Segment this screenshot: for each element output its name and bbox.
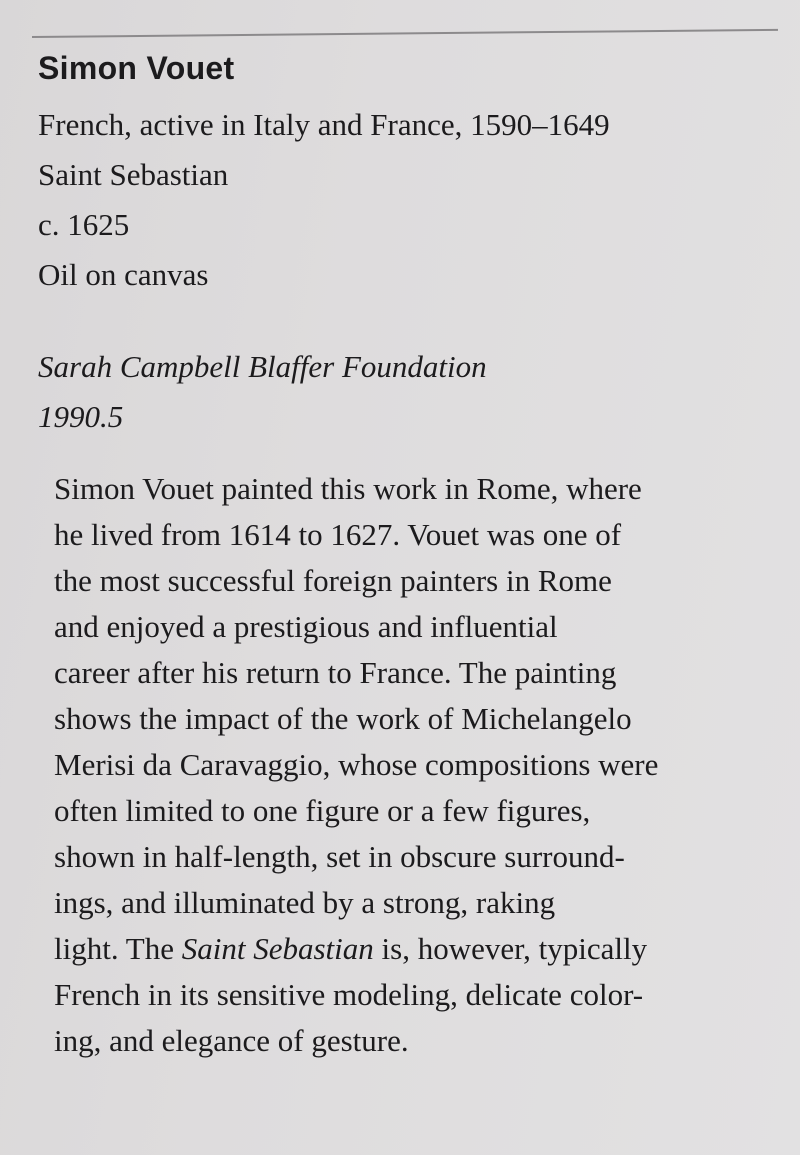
top-rule <box>32 29 778 38</box>
description-line: and enjoyed a prestigious and influential <box>54 609 558 644</box>
wall-label <box>38 48 778 1064</box>
credit-line: Sarah Campbell Blaffer Foundation <box>38 349 487 384</box>
description-line: shown in half-length, set in obscure surround- <box>54 839 625 874</box>
description-line: he lived from 1614 to 1627. Vouet was one of <box>54 517 622 552</box>
artwork-date: c. 1625 <box>38 207 130 242</box>
artwork-title: Saint Sebastian <box>38 157 229 192</box>
artwork-medium: Oil on canvas <box>38 257 209 292</box>
description-line <box>54 926 774 972</box>
description-line: the most successful foreign painters in Rome <box>54 563 612 598</box>
description-line: Merisi da Caravaggio, whose compositions were <box>54 747 659 782</box>
description-text-segment: is, however, typically <box>373 931 648 966</box>
italic-artwork-title: Saint Sebastian <box>181 931 374 966</box>
description-line: ing, and elegance of gesture. <box>54 1023 409 1058</box>
description-line: French in its sensitive modeling, delicate color- <box>54 977 644 1012</box>
accession-number: 1990.5 <box>38 399 124 434</box>
description-line: Simon Vouet painted this work in Rome, where <box>54 471 642 506</box>
description-line: career after his return to France. The painting <box>54 655 617 690</box>
description-text <box>54 466 774 1064</box>
artist-nationality-dates: French, active in Italy and France, 1590–1649 <box>38 107 610 142</box>
description-line: often limited to one figure or a few figures, <box>54 793 591 828</box>
description-line: shows the impact of the work of Michelangelo <box>54 701 632 736</box>
artist-name: Simon Vouet <box>38 50 235 86</box>
description-text-segment: light. The <box>54 931 182 966</box>
description-line: ings, and illuminated by a strong, raking <box>54 885 556 920</box>
